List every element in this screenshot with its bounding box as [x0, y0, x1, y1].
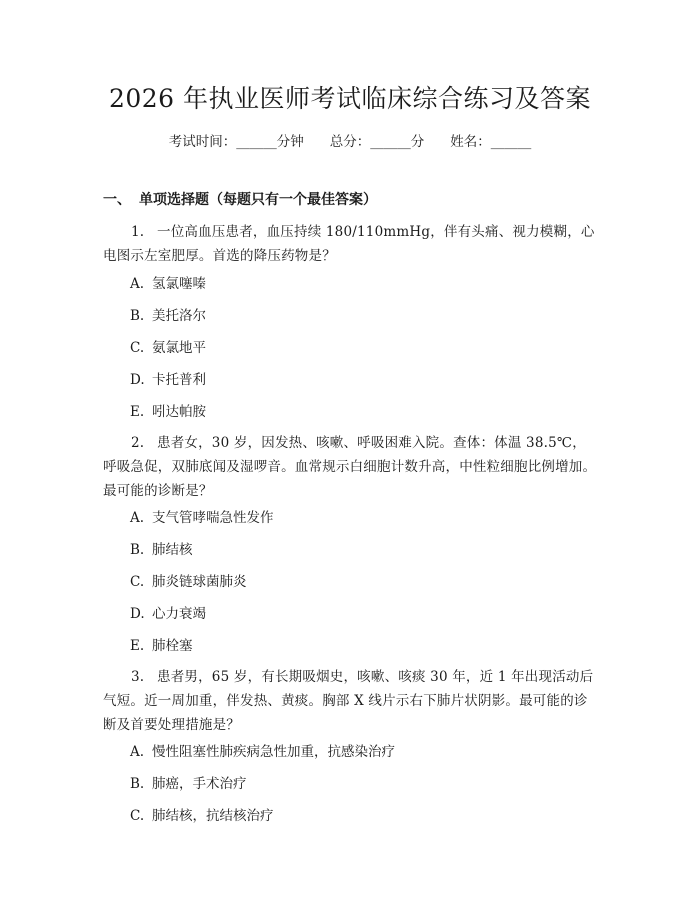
- question-text: 患者男，65 岁，有长期吸烟史，咳嗽、咳痰 30 年，近 1 年出现活动后气短。近一周加重，伴发热、黄痰。胸部 X 线片示右下肺片状阴影。最可能的诊断及首要处理措施是？: [103, 669, 594, 733]
- option-letter: B.: [130, 776, 145, 792]
- student-name-field: 姓名：______: [450, 134, 532, 150]
- option-letter: C.: [130, 808, 145, 824]
- option-text: 氨氯地平: [152, 340, 206, 356]
- question-number: 2.: [131, 435, 145, 451]
- question-3-option-c: [130, 806, 274, 826]
- option-letter: E.: [130, 404, 145, 420]
- exam-time-field: 考试时间：______分钟: [168, 134, 304, 150]
- question-2-option-d: [130, 604, 206, 624]
- option-letter: A.: [130, 510, 145, 526]
- section-title: 单项选择题（每题只有一个最佳答案）: [139, 192, 377, 208]
- question-3-option-b: [130, 774, 247, 794]
- option-letter: A.: [130, 276, 145, 292]
- option-text: 氢氯噻嗪: [152, 276, 206, 292]
- document-title: 2026 年执业医师考试临床综合练习及答案: [108, 84, 592, 113]
- question-number: 3.: [131, 669, 145, 685]
- option-text: 慢性阻塞性肺疾病急性加重，抗感染治疗: [152, 744, 395, 760]
- option-text: 美托洛尔: [152, 308, 206, 324]
- option-letter: B.: [130, 308, 145, 324]
- section-heading: [103, 190, 377, 210]
- question-1-option-d: [130, 370, 206, 390]
- question-2-option-b: [130, 540, 193, 560]
- option-text: 心力衰竭: [152, 606, 206, 622]
- question-2-stem: [103, 431, 599, 503]
- question-text: 患者女，30 岁，因发热、咳嗽、呼吸困难入院。查体：体温 38.5℃，呼吸急促，双肺底闻及湿啰音。血常规示白细胞计数升高，中性粒细胞比例增加。最可能的诊断是？: [103, 435, 597, 499]
- option-letter: C.: [130, 340, 145, 356]
- exam-info-row: [0, 132, 700, 152]
- option-text: 吲达帕胺: [152, 404, 206, 420]
- option-text: 肺炎链球菌肺炎: [152, 574, 247, 590]
- option-text: 肺癌，手术治疗: [152, 776, 247, 792]
- question-1-option-e: [130, 402, 206, 422]
- question-1-stem: [103, 220, 599, 268]
- option-letter: C.: [130, 574, 145, 590]
- option-text: 肺结核，抗结核治疗: [152, 808, 274, 824]
- option-text: 卡托普利: [152, 372, 206, 388]
- question-1-option-a: [130, 274, 206, 294]
- option-text: 肺结核: [152, 542, 193, 558]
- question-2-option-c: [130, 572, 247, 592]
- option-letter: E.: [130, 638, 145, 654]
- option-text: 支气管哮喘急性发作: [152, 510, 274, 526]
- question-1-option-c: [130, 338, 206, 358]
- option-letter: D.: [130, 606, 145, 622]
- option-letter: B.: [130, 542, 145, 558]
- question-number: 1.: [131, 224, 145, 240]
- question-3-stem: [103, 665, 599, 737]
- question-1-option-b: [130, 306, 206, 326]
- question-2-option-e: [130, 636, 193, 656]
- option-text: 肺栓塞: [152, 638, 193, 654]
- section-number: 一、: [103, 192, 131, 208]
- option-letter: A.: [130, 744, 145, 760]
- question-3-option-a: [130, 742, 395, 762]
- option-letter: D.: [130, 372, 145, 388]
- question-text: 一位高血压患者，血压持续 180/110mmHg，伴有头痛、视力模糊，心电图示左室肥厚。首选的降压药物是？: [103, 224, 595, 264]
- total-score-field: 总分：______分: [329, 134, 425, 150]
- question-2-option-a: [130, 508, 274, 528]
